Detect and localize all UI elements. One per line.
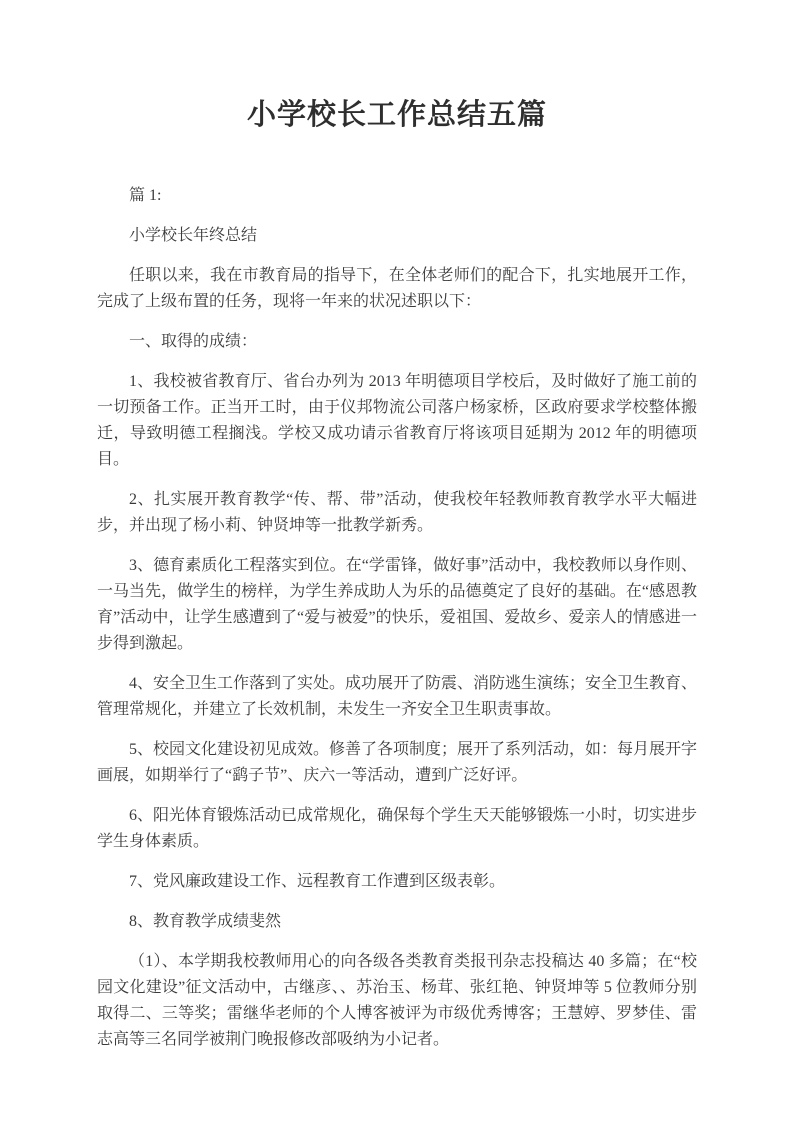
paragraph: 任职以来，我在市教育局的指导下，在全体老师们的配合下，扎实地展开工作，完成了上级布置的任务，现将一年来的状况述职以下： xyxy=(97,267,697,310)
document-body xyxy=(97,183,697,1053)
paragraph: 2、扎实展开教育教学“传、帮、带”活动，使我校年轻教师教育教学水平大幅进步，并出现了杨小莉、钟贤坤等一批教学新秀。 xyxy=(97,491,697,534)
paragraph: 7、党风廉政建设工作、远程教育工作遭到区级表彰。 xyxy=(129,873,506,890)
paragraph: 3、德育素质化工程落实到位。在“学雷锋，做好事”活动中，我校教师以身作则、一马当先，做学生的榜样，为学生养成助人为乐的品德奠定了良好的基础。在“感恩教育”活动中，让学生感遭到了“爱与被爱”的快乐，爱祖国、爱故乡、爱亲人的情感进一步得到激起。 xyxy=(97,557,697,652)
document-title: 小学校长工作总结五篇 xyxy=(246,99,547,131)
paragraph: 1、我校被省教育厅、省台办列为 2013 年明德项目学校后，及时做好了施工前的一切预备工作。正当开工时，由于仪邦物流公司落户杨家桥，区政府要求学校整体搬迁，导致明德工程搁浅。学校又成功请示省教育厅将该项目延期为 2012 年的明德项目。 xyxy=(97,373,697,468)
paragraph: 6、阳光体育锻炼活动已成常规化，确保每个学生天天能够锻炼一小时，切实进步学生身体素质。 xyxy=(97,807,698,850)
paragraph: 4、安全卫生工作落到了实处。成功展开了防震、消防逃生演练；安全卫生教育、管理常规化，并建立了长效机制，未发生一齐安全卫生职责事故。 xyxy=(97,675,698,718)
paragraph: 篇 1: xyxy=(129,187,162,204)
paragraph: （1）、本学期我校教师用心的向各级各类教育类报刊杂志投稿达 40 多篇；在“校园文化建设”征文活动中，古继彦、、苏治玉、杨茸、张红艳、钟贤坤等 5 位教师分别取得二、三等奖；雷继华老师的个人博客被评为市级优秀博客；王慧婷、罗梦佳、雷志高等三名同学被荆门晚报修改部吸纳为小记者。 xyxy=(97,953,697,1048)
paragraph: 小学校长年终总结 xyxy=(129,227,258,244)
paragraph: 5、校园文化建设初见成效。修善了各项制度；展开了系列活动，如：每月展开字画展，如期举行了“鹞子节”、庆六一等活动，遭到广泛好评。 xyxy=(97,741,698,784)
paragraph: 一、取得的成绩： xyxy=(129,333,258,350)
paragraph: 8、教育教学成绩斐然 xyxy=(129,913,282,930)
